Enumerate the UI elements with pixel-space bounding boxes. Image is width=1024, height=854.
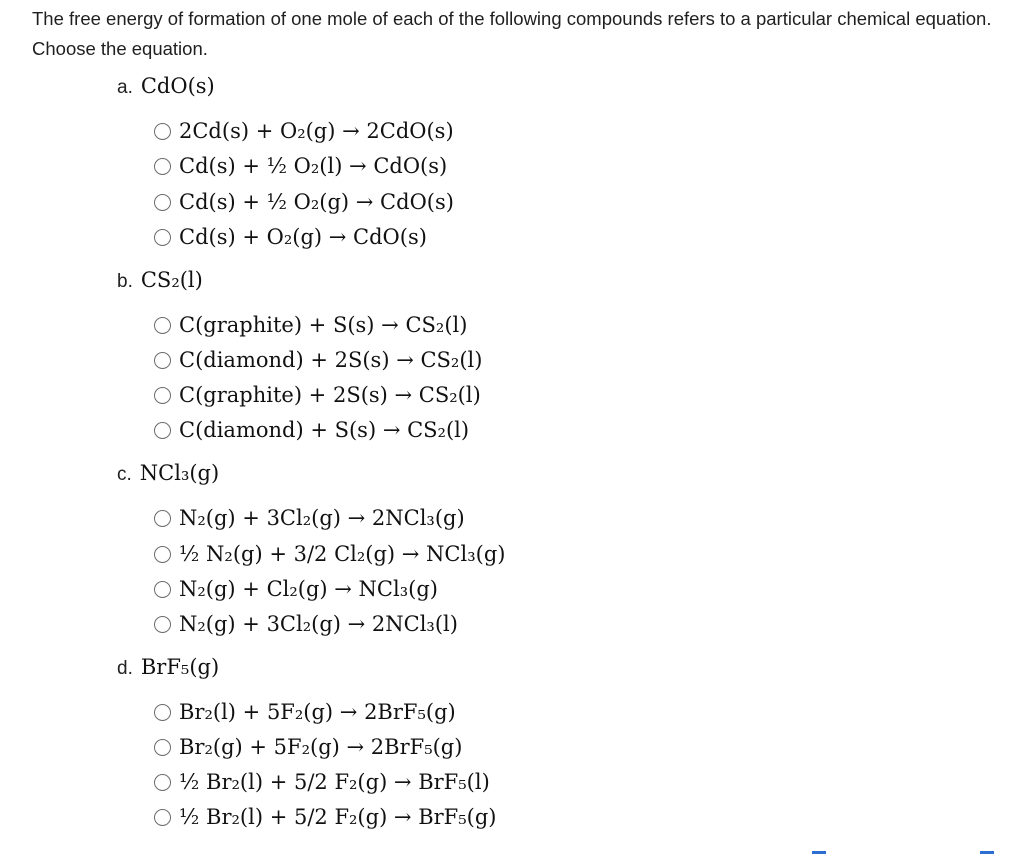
radio-button[interactable] bbox=[154, 158, 171, 175]
part-compound: BrF₅(g) bbox=[140, 655, 220, 679]
option-equation: 2Cd(s) + O₂(g) → 2CdO(s) bbox=[179, 119, 454, 143]
option-a-3[interactable] bbox=[154, 187, 454, 217]
option-d-3[interactable] bbox=[154, 767, 490, 797]
part-d-header bbox=[117, 655, 219, 680]
option-c-3[interactable] bbox=[154, 574, 438, 604]
part-letter: d. bbox=[117, 658, 133, 679]
option-d-2[interactable] bbox=[154, 732, 462, 762]
option-c-4[interactable] bbox=[154, 609, 458, 639]
option-equation: ½ Br₂(l) + 5/2 F₂(g) → BrF₅(l) bbox=[179, 770, 490, 794]
option-a-2[interactable] bbox=[154, 151, 447, 181]
option-a-4[interactable] bbox=[154, 222, 427, 252]
option-equation: Cd(s) + O₂(g) → CdO(s) bbox=[179, 225, 427, 249]
option-b-1[interactable] bbox=[154, 310, 467, 340]
radio-button[interactable] bbox=[154, 510, 171, 527]
option-equation: C(diamond) + S(s) → CS₂(l) bbox=[179, 418, 470, 442]
option-equation: N₂(g) + 3Cl₂(g) → 2NCl₃(g) bbox=[179, 506, 465, 530]
radio-button[interactable] bbox=[154, 123, 171, 140]
option-equation: C(graphite) + 2S(s) → CS₂(l) bbox=[179, 383, 481, 407]
radio-button[interactable] bbox=[154, 704, 171, 721]
option-equation: N₂(g) + Cl₂(g) → NCl₃(g) bbox=[179, 577, 438, 601]
option-b-3[interactable] bbox=[154, 380, 481, 410]
option-equation: ½ N₂(g) + 3/2 Cl₂(g) → NCl₃(g) bbox=[179, 542, 506, 566]
option-equation: Cd(s) + ½ O₂(g) → CdO(s) bbox=[179, 190, 454, 214]
option-b-2[interactable] bbox=[154, 345, 482, 375]
radio-button[interactable] bbox=[154, 616, 171, 633]
option-c-1[interactable] bbox=[154, 503, 465, 533]
part-compound: NCl₃(g) bbox=[139, 461, 220, 485]
radio-button[interactable] bbox=[154, 774, 171, 791]
question-text: The free energy of formation of one mole of each of the following compounds refers to a particular chemical equation. Choose the equation. bbox=[32, 8, 992, 59]
part-c-header bbox=[117, 461, 219, 486]
option-equation: N₂(g) + 3Cl₂(g) → 2NCl₃(l) bbox=[179, 612, 458, 636]
radio-button[interactable] bbox=[154, 194, 171, 211]
radio-button[interactable] bbox=[154, 387, 171, 404]
radio-button[interactable] bbox=[154, 581, 171, 598]
part-letter: b. bbox=[117, 271, 133, 292]
part-compound: CS₂(l) bbox=[140, 268, 203, 292]
option-equation: Br₂(l) + 5F₂(g) → 2BrF₅(g) bbox=[179, 700, 456, 724]
option-equation: C(diamond) + 2S(s) → CS₂(l) bbox=[179, 348, 483, 372]
option-equation: C(graphite) + S(s) → CS₂(l) bbox=[179, 313, 468, 337]
option-equation: Br₂(g) + 5F₂(g) → 2BrF₅(g) bbox=[179, 735, 463, 759]
radio-button[interactable] bbox=[154, 546, 171, 563]
option-a-1[interactable] bbox=[154, 116, 454, 146]
option-b-4[interactable] bbox=[154, 415, 469, 445]
part-letter: a. bbox=[117, 77, 133, 98]
option-d-4[interactable] bbox=[154, 802, 497, 832]
radio-button[interactable] bbox=[154, 229, 171, 246]
option-d-1[interactable] bbox=[154, 697, 456, 727]
part-a-header bbox=[117, 74, 215, 99]
radio-button[interactable] bbox=[154, 739, 171, 756]
radio-button[interactable] bbox=[154, 809, 171, 826]
part-letter: c. bbox=[117, 464, 132, 485]
part-b-header bbox=[117, 268, 203, 293]
option-c-2[interactable] bbox=[154, 539, 505, 569]
radio-button[interactable] bbox=[154, 422, 171, 439]
part-compound: CdO(s) bbox=[140, 74, 215, 98]
option-equation: ½ Br₂(l) + 5/2 F₂(g) → BrF₅(g) bbox=[179, 805, 497, 829]
option-equation: Cd(s) + ½ O₂(l) → CdO(s) bbox=[179, 154, 448, 178]
radio-button[interactable] bbox=[154, 352, 171, 369]
radio-button[interactable] bbox=[154, 317, 171, 334]
